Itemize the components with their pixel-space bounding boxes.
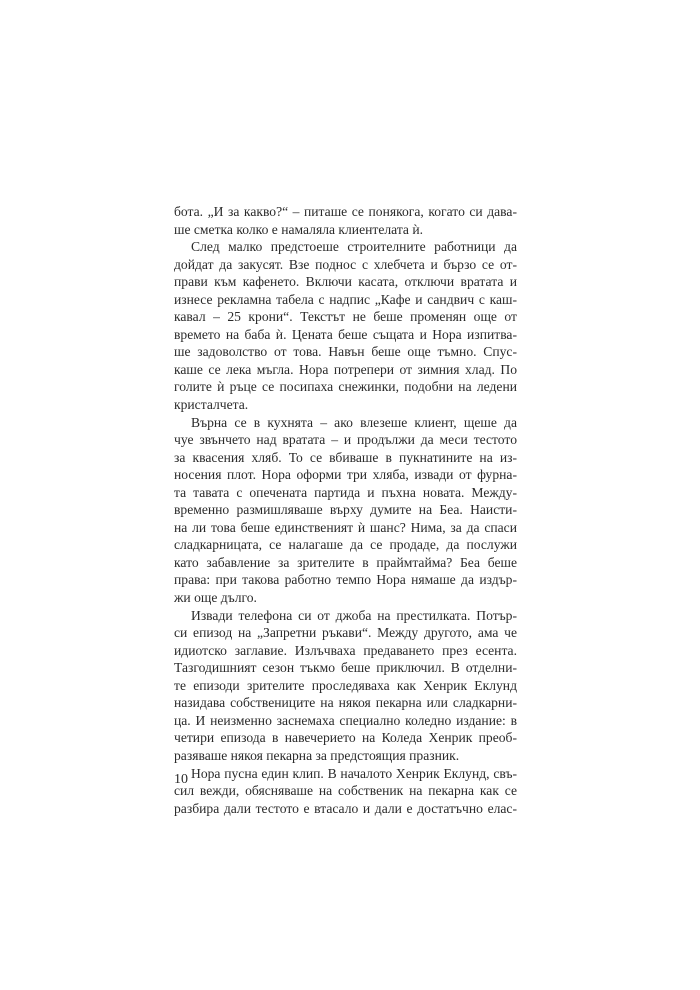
text-line: права: при такова работно темпо Нора нямаше да издър-	[174, 572, 517, 588]
text-line: за квасения хляб. То се вбиваше в пукнатините на из-	[174, 449, 517, 465]
text-line: четири епизода в навечерието на Коледа Хенрик преоб-	[174, 730, 517, 746]
text-line: Тазгодишният сезон тъкмо беше приключил. В отделни-	[174, 660, 517, 676]
text-line: изнесе рекламна табела с надпис „Кафе и сандвич с каш-	[174, 291, 517, 307]
page-number: 10	[174, 772, 188, 787]
text-line: прави към кафенето. Включи касата, отключи вратата и	[174, 274, 517, 290]
text-line: та тавата с опечената партида и пъхна новата. Между-	[174, 484, 517, 500]
text-line: идиотско заглавие. Излъчваха предаването през есента.	[174, 642, 517, 658]
text-line: носения плот. Нора оформи три хляба, извади от фурна-	[174, 467, 517, 483]
text-line: като забавление за зрителите в праймтайма? Беа беше	[174, 554, 517, 570]
text-line: на ли това беше единственият ѝ шанс? Нима, за да спаси	[174, 519, 517, 535]
text-line: разяваше някоя пекарна за предстоящия празник.	[174, 747, 460, 763]
text-line: назидава собствениците на някоя пекарна или сладкарни-	[174, 695, 517, 711]
text-line: временно размишляваше върху думите на Беа. Наисти-	[174, 502, 517, 518]
text-line: си епизод на „Запретни ръкави“. Между другото, ама че	[174, 625, 517, 641]
text-line: бота. „И за какво?“ – питаше се понякога, когато си дава-	[174, 204, 517, 219]
text-line: каше се лека мъгла. Нора потрепери от зимния хлад. По	[174, 361, 517, 377]
text-line: сил вежди, обясняваше на собственик на пекарна как се	[174, 783, 517, 799]
text-line: разбира дали тестото е втасало и дали е достатъчно елас-	[174, 800, 517, 816]
text-line: Извади телефона си от джоба на престилката. Потър-	[191, 607, 517, 623]
text-line: кристалчета.	[174, 397, 249, 413]
text-line: ше сметка колко е намаляла клиентелата ѝ.	[174, 221, 424, 237]
text-line: След малко предстоеше строителните работници да	[191, 239, 517, 255]
text-line: жи още дълго.	[174, 590, 257, 606]
text-line: ше задоволство от това. Навън беше още тъмно. Спус-	[174, 344, 517, 360]
text-line: времето на баба ѝ. Цената беше същата и Нора изпитва-	[174, 326, 517, 342]
text-line: Нора пусна един клип. В началото Хенрик Еклунд, свъ-	[191, 765, 517, 781]
text-line: те епизоди зрителите проследяваха как Хенрик Еклунд	[174, 677, 517, 693]
text-line: Върна се в кухнята – ако влезеше клиент, щеше да	[191, 414, 517, 430]
text-line: ца. И неизменно заснемаха специално коледно издание: в	[174, 712, 517, 728]
text-line: сладкарницата, се налагаше да се продаде, да послужи	[174, 537, 517, 553]
body-text	[174, 203, 517, 817]
text-line: голите ѝ ръце се посипаха снежинки, подобни на ледени	[174, 379, 517, 395]
text-line: дойдат да закусят. Взе поднос с хлебчета и бързо се от-	[174, 256, 517, 272]
text-line: чуе звънчето над вратата – и продължи да меси тестото	[174, 432, 517, 448]
text-line: кавал – 25 крони“. Текстът не беше променян още от	[174, 309, 517, 325]
